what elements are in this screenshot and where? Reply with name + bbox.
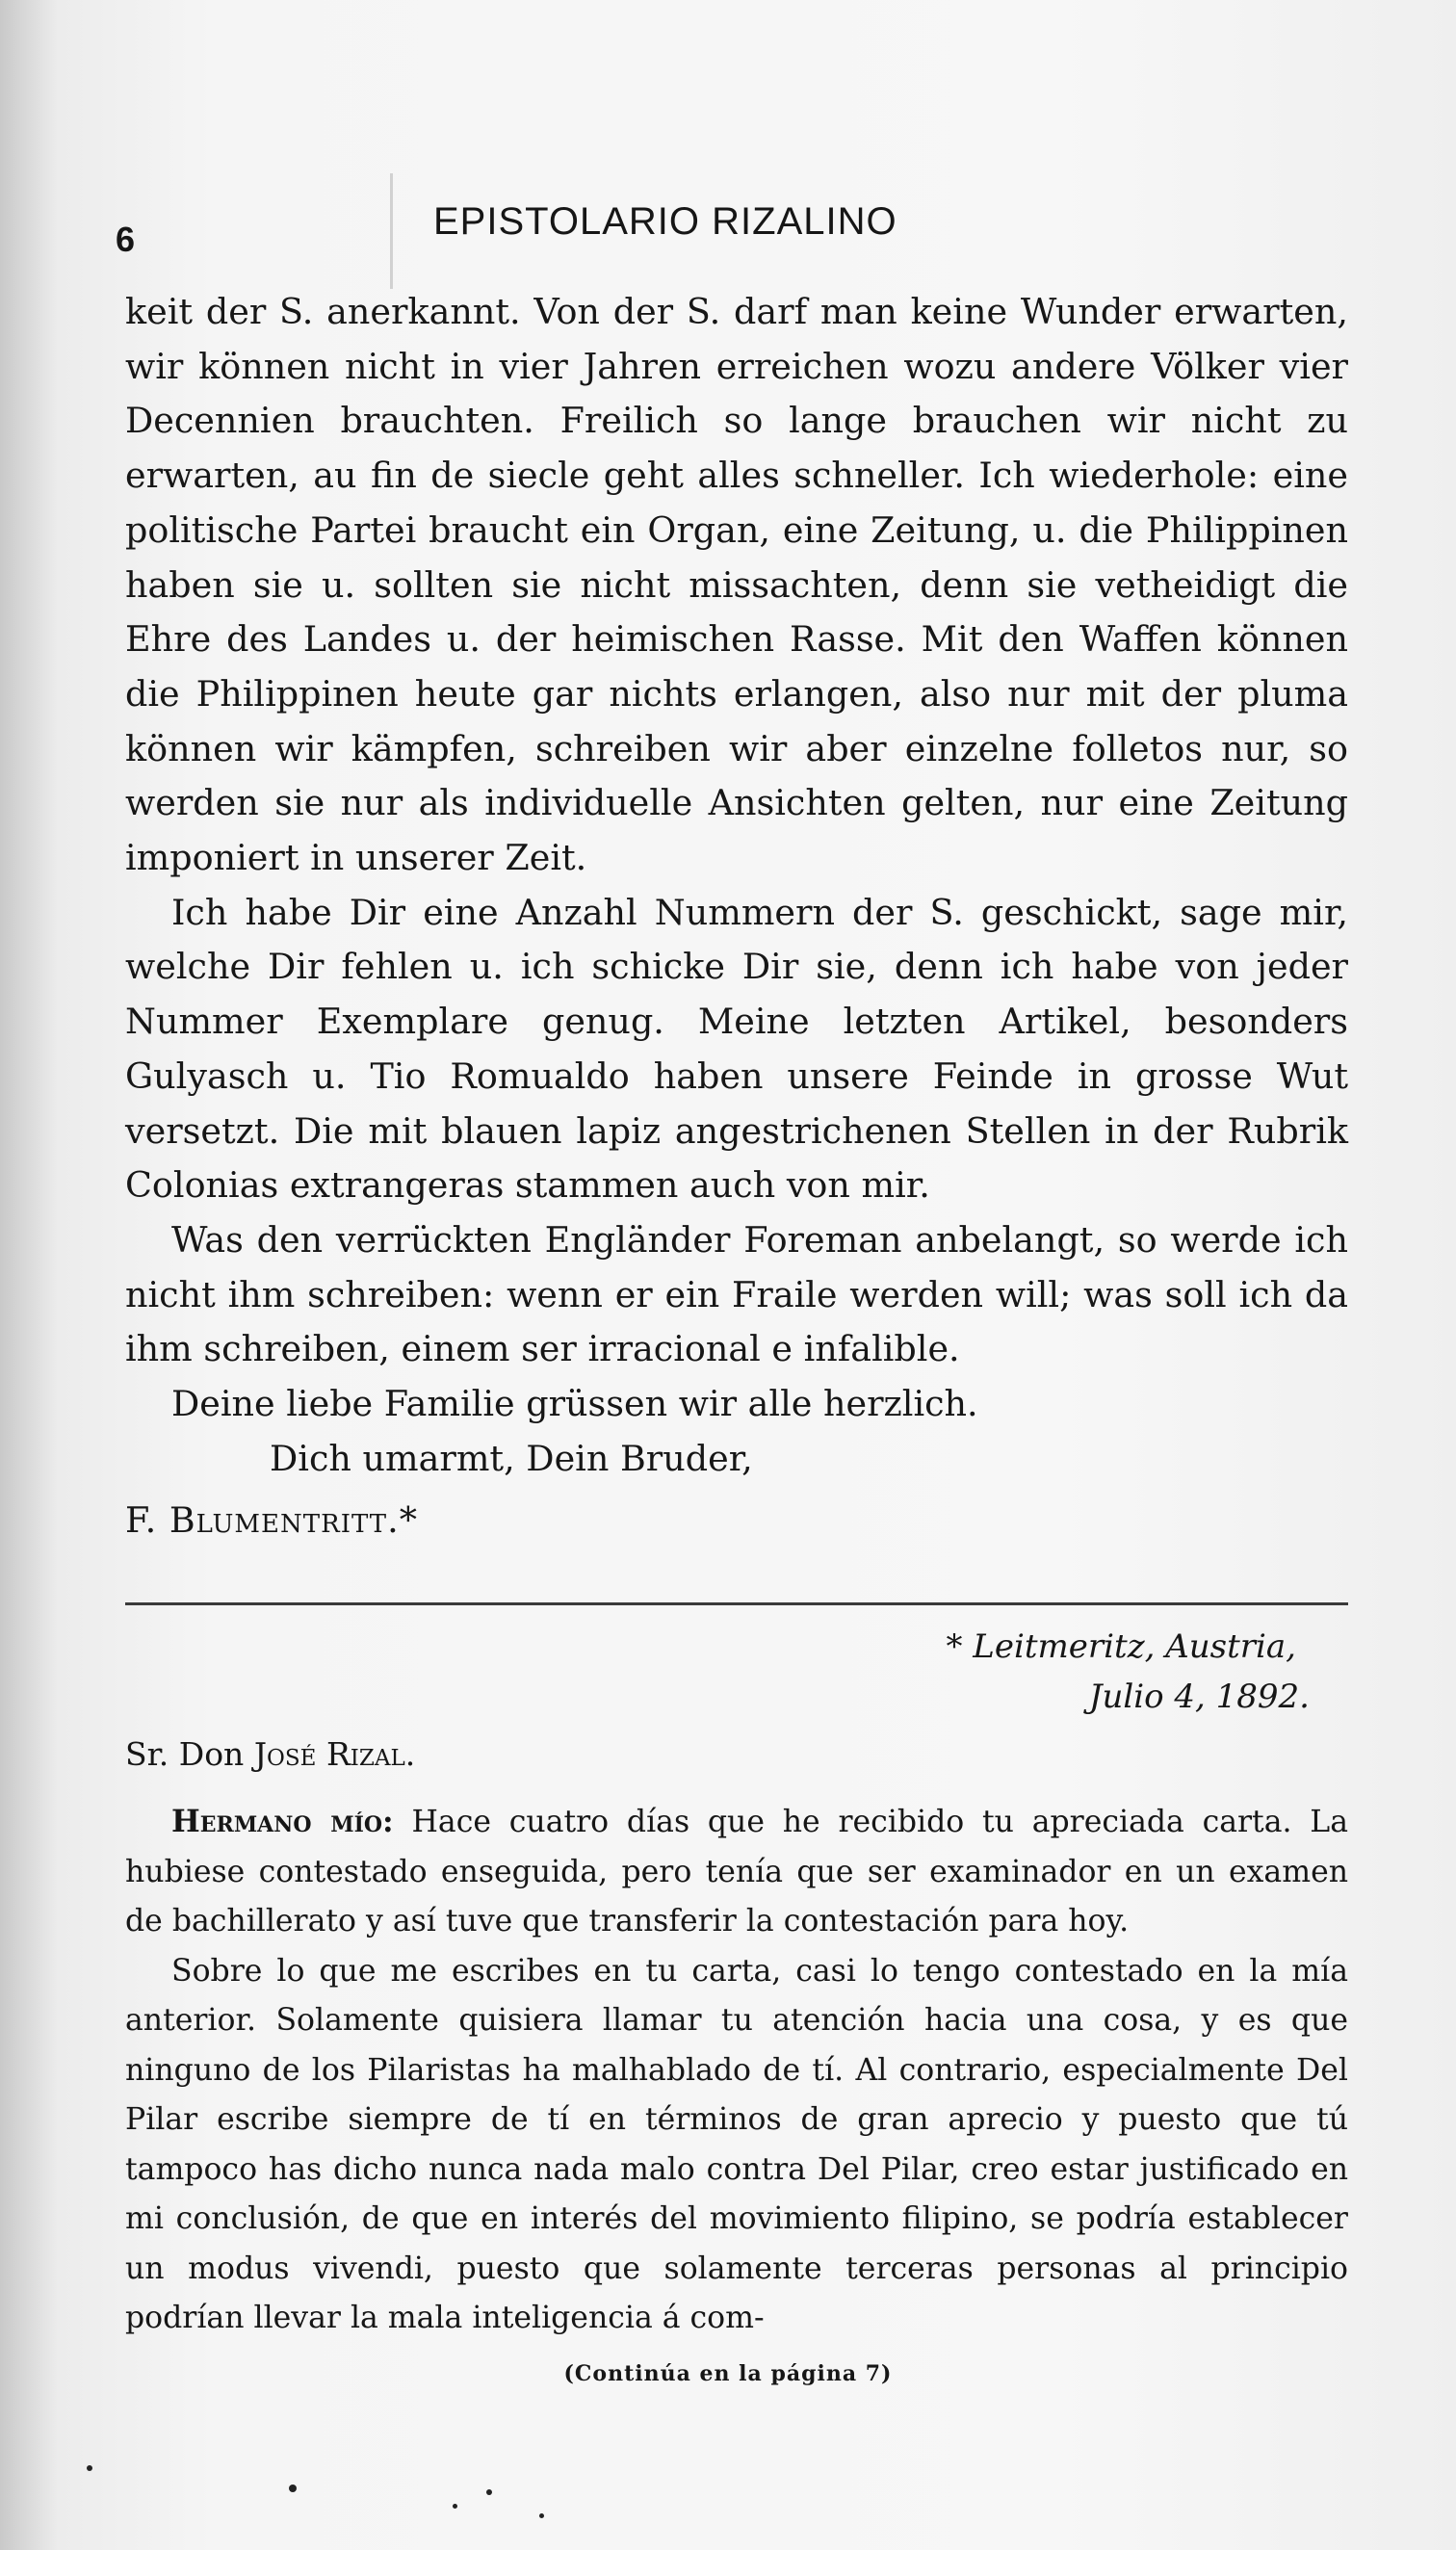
ink-speck	[87, 2465, 92, 2471]
addressee	[125, 1735, 415, 1773]
letter-two-paragraph-text: Hace cuatro días que he recibido tu apreciada carta. La hubiese contestado enseguida, pero tenía que ser examinador en un examen de bachillerato y así tuve que transferir la contestación para hoy.	[125, 1805, 1348, 1939]
ink-speck	[539, 2513, 544, 2518]
dateline	[674, 1622, 1310, 1722]
letter-one-body	[125, 285, 1348, 1548]
letter-one-paragraph: Ich habe Dir eine Anzahl Nummern der S. geschickt, sage mir, welche Dir fehlen u. ich schicke Dir sie, denn ich habe von jeder Nummer Exemplare genug. Meine letzten Artikel, besonders Gulyasch u. Tio Romualdo haben unsere Feinde in grosse Wut versetzt. Die mit blauen lapiz angestrichenen Stellen in der Rubrik Colonias extrangeras stammen auch von mir.	[125, 891, 1348, 1207]
ink-speck	[289, 2485, 297, 2492]
dateline-date: Julio 4, 1892.	[1088, 1678, 1310, 1716]
ink-speck	[453, 2504, 457, 2509]
running-head: EPISTOLARIO RIZALINO	[433, 200, 897, 243]
letter-two-paragraph	[125, 1797, 1348, 1947]
signature-name: F. Blumentritt.*	[125, 1499, 418, 1542]
letter-two-body	[125, 1797, 1348, 2344]
page-number: 6	[116, 220, 136, 259]
page-header	[116, 193, 1319, 260]
continuation-note: (Continúa en la página 7)	[563, 2361, 893, 2386]
letter-two-paragraph: Sobre lo que me escribes en tu carta, casi lo tengo contestado en la mía anterior. Solamente quisiera llamar tu atención hacia una cosa, y es que ninguno de los Pilaristas ha malhablado de tí. Al contrario, especialmente Del Pilar escribe siempre de tí en términos de gran aprecio y puesto que tú tampoco has dicho nunca nada malo contra Del Pilar, creo estar justificado en mi conclusión, de que en interés del movimiento filipino, se podría establecer un modus vivendi, puesto que solamente terceras personas al principio podrían llevar la mala inteligencia á com-	[125, 1953, 1348, 2335]
salutation: Hermano mío:	[171, 1804, 394, 1839]
letter-one-paragraph: keit der S. anerkannt. Von der S. darf man keine Wunder erwarten, wir können nicht in vier Jahren erreichen wozu andere Völker vier Decennien brauchten. Freilich so lange brauchen wir nicht zu erwarten, au fin de siecle geht alles schneller. Ich wiederhole: eine politische Partei braucht ein Organ, eine Zeitung, u. die Philippinen haben sie u. sollten sie nicht missachten, denn sie vetheidigt die Ehre des Landes u. der heimischen Rasse. Mit den Waffen können die Philippinen heute gar nichts erlangen, also nur mit der pluma können wir kämpfen, schreiben wir aber einzelne folletos nur, so werden sie nur als individuelle Ansichten gelten, nur eine Zeitung imponiert in unserer Zeit.	[125, 291, 1348, 879]
addressee-prefix: Sr. Don	[125, 1735, 245, 1773]
letter-one-closing: Dich umarmt, Dein Bruder,	[270, 1437, 753, 1479]
letter-one-paragraph: Was den verrückten Engländer Foreman anbelangt, so werde ich nicht ihm schreiben: wenn er ein Fraile werden will; was soll ich da ihm schreiben, einem ser irracional e infalible.	[125, 1218, 1348, 1370]
dateline-place: * Leitmeritz, Austria,	[946, 1627, 1296, 1666]
signature	[125, 1494, 1348, 1548]
addressee-name: José Rizal.	[253, 1735, 416, 1773]
ink-speck	[486, 2489, 492, 2495]
letter-one-greeting: Deine liebe Familie grüssen wir alle herzlich.	[171, 1383, 978, 1425]
section-divider	[125, 1602, 1348, 1605]
